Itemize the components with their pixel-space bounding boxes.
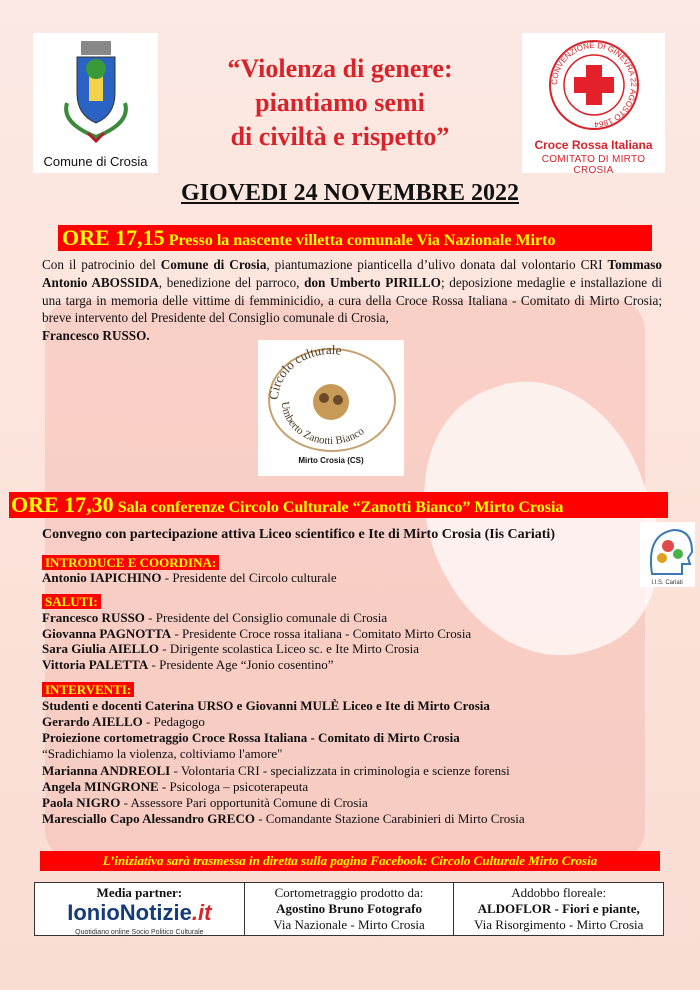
event1-header-bar	[58, 225, 652, 251]
person-name: Paola NIGRO	[42, 795, 121, 810]
cri-ring-text: CONVENZIONE DI GINEVRA 22 AGOSTO 1864	[549, 40, 639, 130]
person-name: Francesco RUSSO	[42, 610, 145, 625]
person-name: Antonio IAPICHINO	[42, 570, 162, 585]
cri-subtitle: COMITATO DI MIRTO CROSIA	[541, 154, 646, 176]
text-run-bold: Comune di Crosia	[160, 257, 267, 272]
corto-label: Cortometraggio prodotto da:	[274, 885, 424, 900]
media-partner-cell	[35, 883, 245, 935]
credits-footer	[34, 882, 664, 936]
person-name: Vittoria PALETTA	[42, 657, 149, 672]
media-partner-label: Media partner:	[96, 885, 183, 900]
text-run: , piantumazione pianticella d’ulivo donata dal volontario CRI	[266, 257, 608, 272]
head-gears-icon	[640, 522, 695, 587]
interventi-item	[42, 811, 525, 827]
person-name: Studenti e docenti Caterina URSO e Giovanni MULÈ Liceo e Ite di Mirto Crosia	[42, 698, 490, 713]
circolo-culturale-logo	[258, 340, 404, 476]
red-cross-emblem-icon	[522, 33, 665, 137]
event2-time: ORE 17,30	[11, 492, 114, 517]
saluti-item	[42, 657, 334, 673]
person-role: - Dirigente scolastica Liceo sc. e Ite Mirto Crosia	[159, 641, 419, 656]
person-role: “Sradichiamo la violenza, coltiviamo l'amore"	[42, 746, 283, 761]
corto-address: Via Nazionale - Mirto Crosia	[273, 917, 425, 932]
person-role: - Presidente del Consiglio comunale di Crosia	[144, 610, 388, 625]
person-role: - Comandante Stazione Carabinieri di Mirto Crosia	[254, 811, 525, 826]
person-role: - Presidente Age “Jonio cosentino”	[148, 657, 334, 672]
text-run-bold: Francesco RUSSO.	[42, 328, 150, 344]
interventi-item	[42, 746, 282, 762]
interventi-item	[42, 795, 368, 811]
text-run: , benedizione del parroco,	[158, 274, 305, 290]
addobbo-address: Via Risorgimento - Mirto Crosia	[473, 917, 644, 932]
text-run: Con il patrocinio del	[42, 257, 161, 272]
corto-name: Agostino Bruno Fotografo	[276, 901, 422, 916]
event1-time: ORE 17,15	[62, 225, 165, 250]
saluti-label: SALUTI:	[42, 594, 101, 609]
person-name: Angela MINGRONE	[42, 779, 159, 794]
event2-header-bar	[9, 492, 668, 518]
croce-rossa-logo	[522, 33, 665, 176]
text-run: ; deposizione medaglie e installazione di una targa in memoria delle vittime di femminicidio, a cura della Croce Rossa Italiana - Comitato di Mirto Crosia; breve intervento del Presidente del Consiglio comunale di Crosia,	[42, 274, 662, 326]
event2-place: Sala conferenze Circolo Culturale “Zanotti Bianco” Mirto Crosia	[117, 499, 564, 516]
interventi-item	[42, 714, 205, 730]
crest-icon	[33, 33, 158, 151]
circolo-ring-top: Circolo culturale	[265, 341, 343, 401]
person-role: - Presidente Croce rossa italiana - Comitato Mirto Crosia	[171, 626, 472, 641]
saluti-item	[42, 626, 471, 642]
circolo-ring-bottom: Umberto Zanotti Bianco	[278, 400, 367, 448]
iis-label: I.I.S. Cariati	[651, 580, 683, 586]
cri-name: Croce Rossa Italiana	[534, 138, 653, 152]
interventi-item	[42, 779, 308, 795]
circolo-emblem-icon	[258, 340, 404, 456]
comune-crosia-logo	[33, 33, 158, 173]
cortometraggio-cell	[245, 883, 455, 935]
title-line: “Violenza di genere:	[227, 54, 453, 83]
addobbo-label: Addobbo floreale:	[511, 885, 607, 900]
person-name: Sara Giulia AIELLO	[42, 641, 160, 656]
interventi-item	[42, 763, 510, 779]
interventi-item	[42, 698, 490, 714]
comune-label: Comune di Crosia	[43, 154, 148, 169]
interventi-label: INTERVENTI:	[42, 682, 134, 697]
event-title	[170, 52, 510, 154]
circolo-caption: Mirto Crosia (CS)	[298, 456, 364, 465]
person-role: - Psicologa – psicoterapeuta	[158, 779, 309, 794]
ionio-tagline: Quotidiano online Socio Politico Culturale	[75, 929, 204, 936]
ionionotizie-logo	[35, 901, 244, 925]
text-run-bold: don Umberto PIRILLO	[304, 274, 441, 290]
person-name: Marianna ANDREOLI	[42, 763, 171, 778]
facebook-live-banner: L’iniziativa sarà trasmessa in diretta sulla pagina Facebook: Circolo Culturale Mirto Crosia	[40, 851, 660, 871]
introduce-line	[42, 570, 337, 586]
saluti-item	[42, 641, 419, 657]
interventi-item	[42, 730, 460, 746]
addobbo-cell	[454, 883, 663, 935]
convegno-text: Convegno con partecipazione attiva Liceo scientifico e Ite di Mirto Crosia (Iis Cariati)	[42, 527, 555, 542]
event-date: GIOVEDI 24 NOVEMBRE 2022	[180, 180, 520, 206]
introduce-label: INTRODUCE E COORDINA:	[42, 555, 219, 570]
title-line: di civiltà e rispetto”	[230, 122, 450, 151]
ionio-tld: .it	[191, 900, 212, 925]
title-line: piantiamo semi	[255, 88, 425, 117]
person-name: Maresciallo Capo Alessandro GRECO	[42, 811, 255, 826]
text-run-bold: Tommaso Antonio ABOSSIDA	[42, 257, 662, 290]
person-role: - Assessore Pari opportunità Comune di Crosia	[120, 795, 368, 810]
event1-description	[42, 256, 662, 345]
person-role: - Pedagogo	[142, 714, 205, 729]
iis-cariati-logo	[640, 522, 695, 587]
person-role: - Presidente del Circolo culturale	[161, 570, 337, 585]
person-role: - Volontaria CRI - specializzata in criminologia e scienze forensi	[170, 763, 510, 778]
saluti-item	[42, 610, 387, 626]
ionio-brand: IonioNotizie	[67, 900, 192, 925]
addobbo-name: ALDOFLOR - Fiori e piante,	[477, 901, 640, 916]
person-name: Proiezione cortometraggio Croce Rossa Italiana - Comitato di Mirto Crosia	[42, 730, 460, 745]
event1-place: Presso la nascente villetta comunale Via Nazionale Mirto	[168, 232, 556, 249]
person-name: Gerardo AIELLO	[42, 714, 143, 729]
person-name: Giovanna PAGNOTTA	[42, 626, 172, 641]
